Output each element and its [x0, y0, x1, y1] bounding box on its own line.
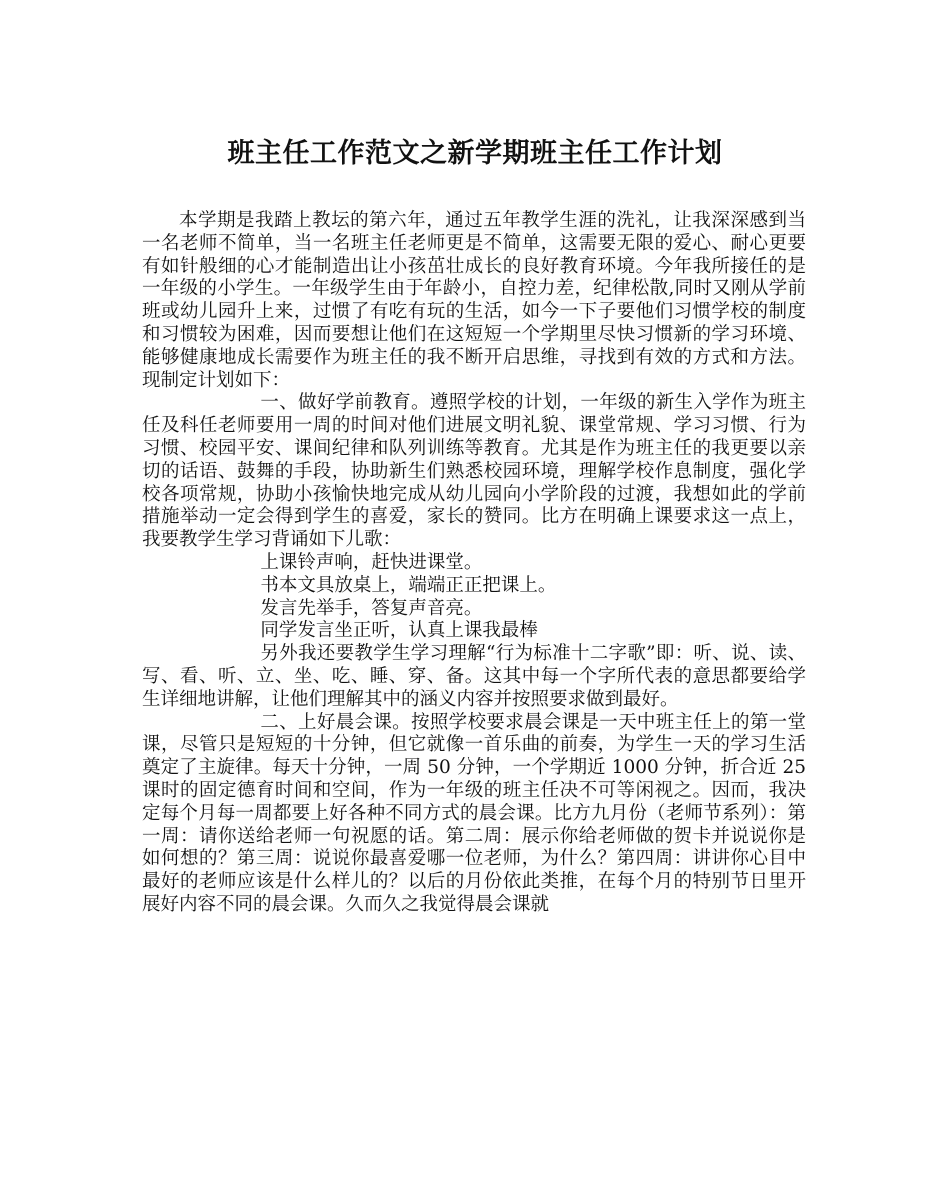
intro-paragraph: 本学期是我踏上教坛的第六年，通过五年教学生涯的洗礼，让我深深感到当一名老师不简单，当一名班主任老师更是不简单，这需要无限的爱心、耐心更要有如针般细的心才能制造出让小孩茁壮成长的良好教育环境。今年我所接任的是一年级的小学生。一年级学生由于年龄小，自控力差，纪律松散,同时又刚从学前班或幼儿园升上来，过惯了有吃有玩的生活，如今一下子要他们习惯学校的制度和习惯较为困难，因而要想让他们在这短短一个学期里尽快习惯新的学习环境、能够健康地成长需要作为班主任的我不断开启思维，寻找到有效的方式和方法。现制定计划如下： [142, 210, 806, 391]
section-2-paragraph: 二、上好晨会课。按照学校要求晨会课是一天中班主任上的第一堂课，尽管只是短短的十分钟，但它就像一首乐曲的前奏，为学生一天的学习生活奠定了主旋律。每天十分钟，一周 50 分钟，一个学期近 1000 分钟，折合近 25 课时的固定德育时间和空间，作为一年级的班主任决不可等闲视之。因而，我决定每个月每一周都要上好各种不同方式的晨会课。比方九月份（老师节系列）：第一周：请你送给老师一句祝愿的话。第二周：展示你给老师做的贺卡并说说你是如何想的？第三周：说说你最喜爱哪一位老师，为什么？第四周：讲讲你心目中最好的老师应该是什么样儿的？以后的月份依此类推，在每个月的特别节日里开展好内容不同的晨会课。久而久之我觉得晨会课就 [142, 711, 806, 915]
section-1-paragraph: 一、做好学前教育。遵照学校的计划，一年级的新生入学作为班主任及科任老师要用一周的时间对他们进展文明礼貌、课堂常规、学习习惯、行为习惯、校园平安、课间纪律和队列训练等教育。尤其是作为班主任的我更要以亲切的话语、鼓舞的手段，协助新生们熟悉校园环境，理解学校作息制度，强化学校各项常规，协助小孩愉快地完成从幼儿园向小学阶段的过渡，我想如此的学前措施举动一定会得到学生的喜爱，家长的赞同。比方在明确上课要求这一点上，我要教学生学习背诵如下儿歌： [142, 392, 806, 551]
poem-line-4: 同学发言坐正听，认真上课我最棒 [260, 620, 538, 642]
poem-line-2: 书本文具放桌上，端端正正把课上。 [260, 574, 557, 596]
document-body [142, 210, 806, 917]
document-title: 班主任工作范文之新学期班主任工作计划 [227, 138, 723, 169]
poem-line-1: 上课铃声响，赶快进课堂。 [260, 551, 483, 573]
rules-paragraph: 另外我还要教学生学习理解“行为标准十二字歌”即：听、说、读、写、看、听、立、坐、吃、睡、穿、备。这其中每一个字所代表的意思都要给学生详细地讲解，让他们理解其中的涵义内容并按照要求做到最好。 [142, 643, 806, 710]
poem-line-3: 发言先举手，答复声音亮。 [260, 597, 483, 619]
